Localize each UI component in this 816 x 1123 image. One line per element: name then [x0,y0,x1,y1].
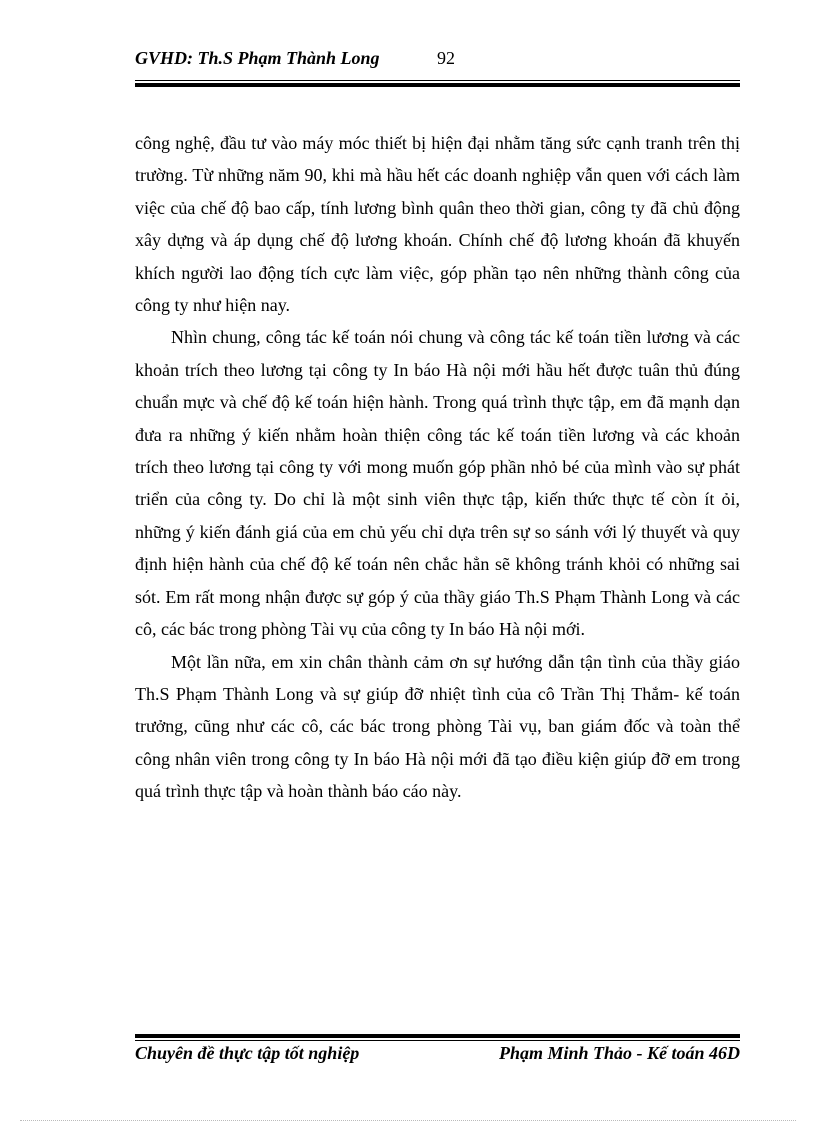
page-edge-divider [20,1120,796,1121]
page-header [135,48,740,74]
footer-rule-thin [135,1040,740,1041]
header-rule-thick [135,83,740,87]
page-number: 92 [437,48,455,68]
header-title: GVHD: Th.S Phạm Thành Long [135,48,380,68]
paragraph-3: Một lần nữa, em xin chân thành cảm ơn sự hướng dẫn tận tình của thầy giáo Th.S Phạm Thành Long và sự giúp đỡ nhiệt tình của cô Trần Thị Thắm- kế toán trưởng, cũng như các cô, các bác trong phòng Tài vụ, ban giám đốc và toàn thể công nhân viên trong công ty In báo Hà nội mới đã tạo điều kiện giúp đỡ em trong quá trình thực tập và hoàn thành báo cáo này. [135,651,740,802]
document-body [135,127,740,808]
header-rule-thin [135,80,740,81]
footer-author: Phạm Minh Thảo - Kế toán 46D [498,1043,740,1063]
footer-course-title: Chuyên đề thực tập tốt nghiệp [135,1043,360,1063]
footer-rule-thick [135,1034,740,1038]
paragraph-1: công nghệ, đầu tư vào máy móc thiết bị hiện đại nhằm tăng sức cạnh tranh trên thị trường. Từ những năm 90, khi mà hầu hết các doanh nghiệp vẫn quen với cách làm việc của chế độ bao cấp, tính lương bình quân theo thời gian, công ty đã chủ động xây dựng và áp dụng chế độ lương khoán. Chính chế độ lương khoán đã khuyến khích người lao động tích cực làm việc, góp phần tạo nên những thành công của công ty như hiện nay. [135,133,740,316]
page-footer [135,1043,740,1069]
paragraph-2: Nhìn chung, công tác kế toán nói chung và công tác kế toán tiền lương và các khoản trích theo lương tại công ty In báo Hà nội mới hầu hết được tuân thủ đúng chuẩn mực và chế độ kế toán hiện hành. Trong quá trình thực tập, em đã mạnh dạn đưa ra những ý kiến nhằm hoàn thiện công tác kế toán tiền lương và các khoản trích theo lương tại công ty với mong muốn góp phần nhỏ bé của mình vào sự phát triển của công ty. Do chỉ là một sinh viên thực tập, kiến thức thực tế còn ít ỏi, những ý kiến đánh giá của em chủ yếu chỉ dựa trên sự so sánh với lý thuyết và quy định hiện hành của chế độ kế toán nên chắc hẳn sẽ không tránh khỏi có những sai sót. Em rất mong nhận được sự góp ý của thầy giáo Th.S Phạm Thành Long và các cô, các bác trong phòng Tài vụ của công ty In báo Hà nội mới. [135,327,740,640]
